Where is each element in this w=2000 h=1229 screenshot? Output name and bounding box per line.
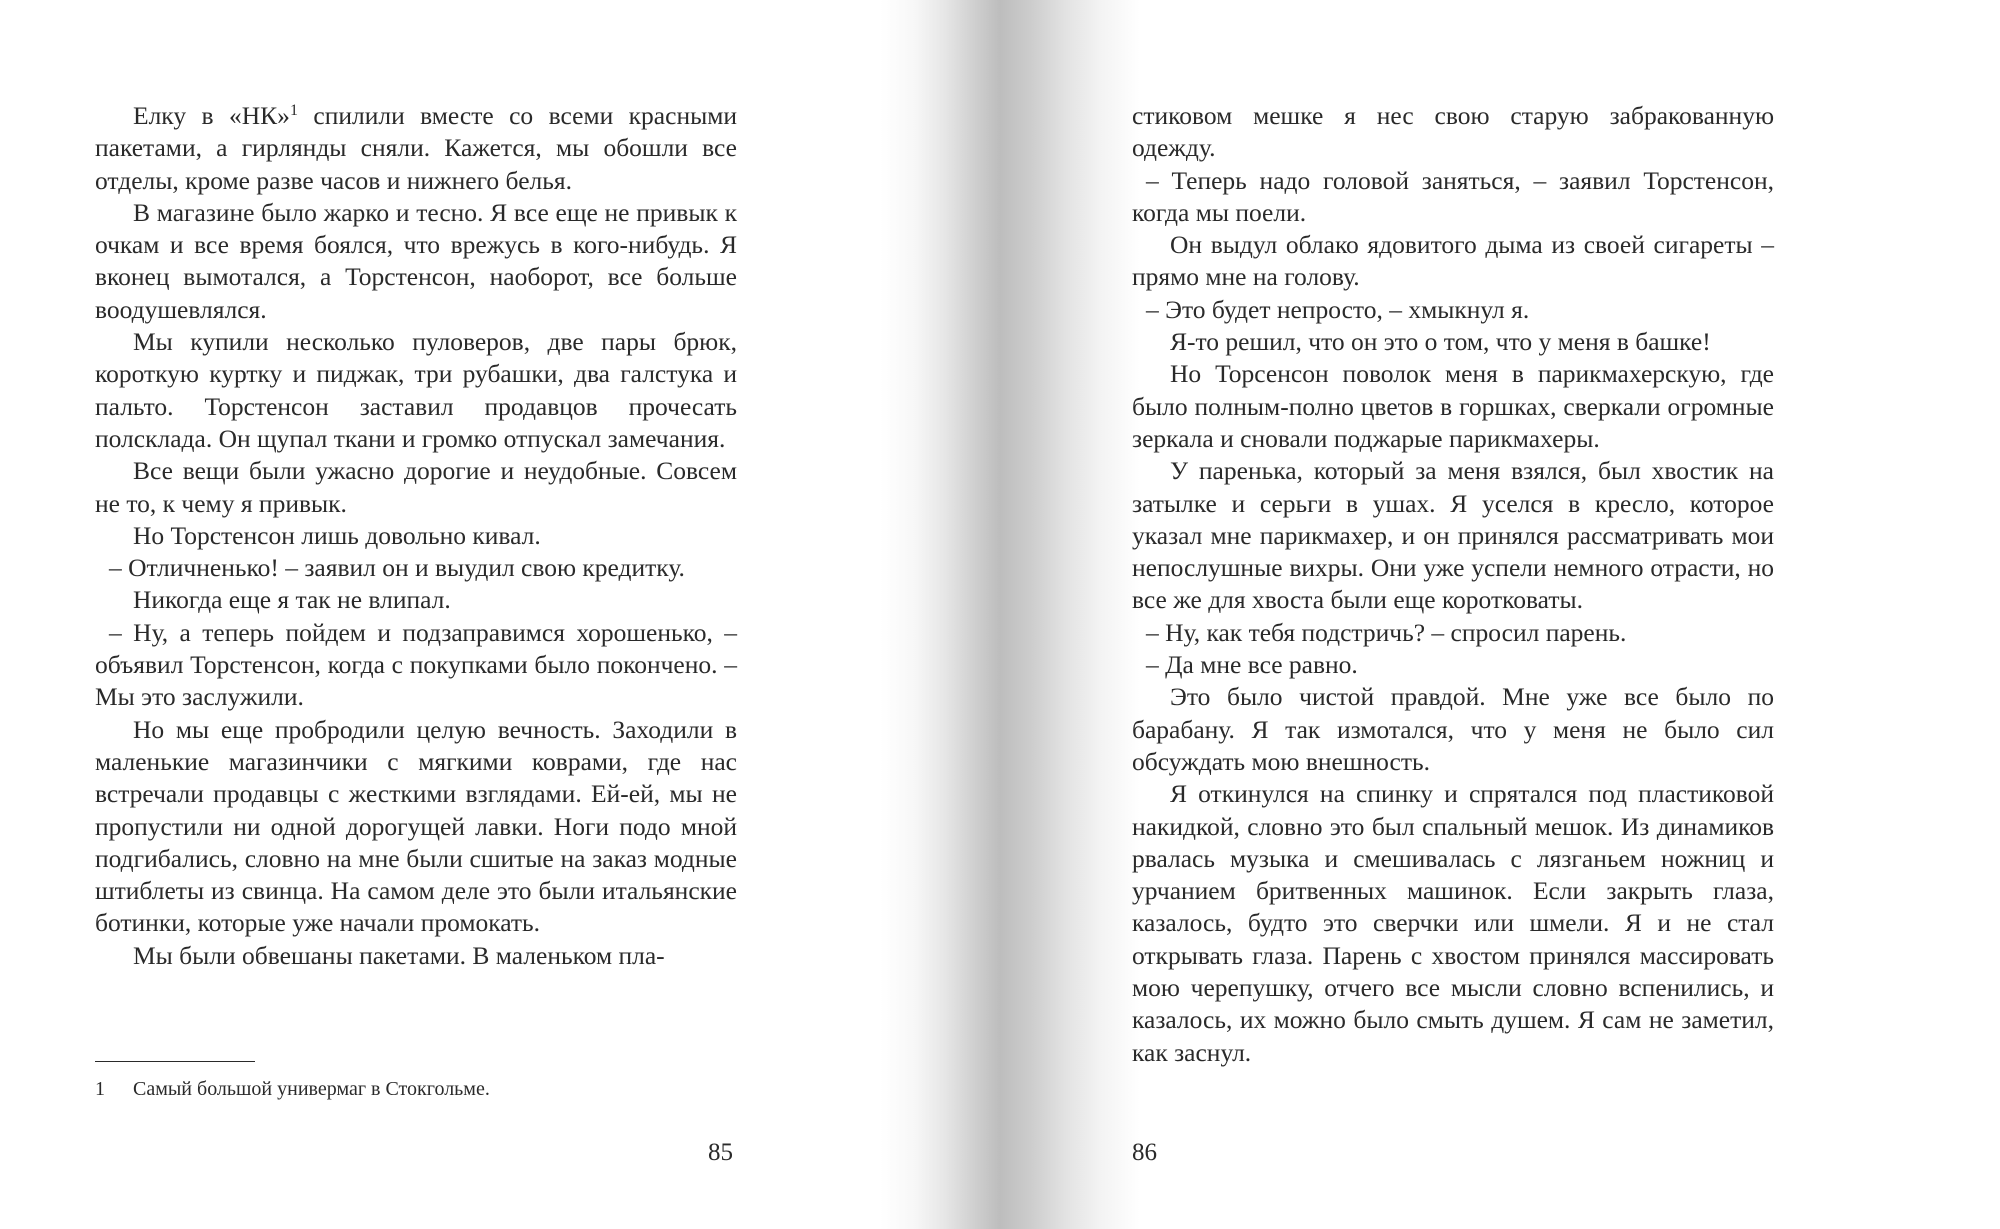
page-number-right: 86 [1132, 1139, 1157, 1166]
dialogue-line: – Да мне все равно. [1146, 650, 1358, 680]
paragraph [95, 100, 737, 197]
paragraph: Но Торстенсон лишь довольно кивал. [133, 520, 541, 550]
right-page-text [1132, 100, 1774, 1069]
paragraph: Я откинулся на спинку и спрятался под пластиковой накидкой, словно это был спальный мешок. Из динамиков рвалась музыка и смешивалась с лязганьем ножниц и урчанием бритвенных машинок. Если закрыть глаза, казалось, будто это сверчки или шмели. Я и не стал открывать глаза. Парень с хвостом принялся массировать мою черепушку, отчего все мысли словно вспенились, и казалось, их можно было смыть душем. Я сам не заметил, как заснул. [1132, 779, 1774, 1067]
paragraph: Все вещи были ужасно дорогие и неудобные. Совсем не то, к чему я привык. [95, 456, 737, 518]
paragraph: Это было чистой правдой. Мне уже все было по барабану. Я так измотался, что у меня не было сил обсуждать мою внешность. [1132, 682, 1774, 776]
footnote-divider [95, 1061, 255, 1062]
paragraph: Но Торсенсон поволок меня в парикмахерскую, где было полным-полно цветов в горшках, сверкали огромные зеркала и сновали поджарые парикмахеры. [1132, 359, 1774, 453]
paragraph-continuation: стиковом мешке я нес свою старую забракованную одежду. [1132, 101, 1774, 163]
paragraph: Мы были обвешаны пакетами. В маленьком пла- [133, 940, 665, 970]
footnote-text: Самый большой универмаг в Стокгольме. [133, 1078, 490, 1100]
dialogue-line: – Ну, а теперь пойдем и подзаправимся хорошенько, – объявил Торстенсон, когда с покупками было покончено. – Мы это заслужили. [95, 617, 737, 712]
footnote [95, 1075, 737, 1103]
paragraph: Я-то решил, что он это о том, что у меня в башке! [1170, 327, 1711, 357]
paragraph-text: спилили вместе со всеми красными пакетами, а гирлянды сняли. Кажется, мы обошли все отделы, кроме разве часов и нижнего белья. [95, 101, 738, 195]
paragraph: У паренька, который за меня взялся, был хвостик на затылке и серьги в ушах. Я уселся в кресло, которое указал мне парикмахер, и он принялся рассматривать мои непослушные вихры. Они уже успели немного отрасти, но все же для хвоста были еще коротковаты. [1132, 456, 1774, 615]
paragraph: Он выдул облако ядовитого дыма из своей сигареты – прямо мне на голову. [1132, 230, 1774, 292]
dialogue-line: – Теперь надо головой заняться, – заявил Торстенсон, когда мы поели. [1132, 165, 1774, 227]
paragraph: Но мы еще пробродили целую вечность. Заходили в маленькие магазинчики с мягкими коврами, где нас встречали продавцы с жесткими взглядами. Ей-ей, мы не пропустили ни одной дорогущей лавки. Ноги подо мной подгибались, словно на мне были сшитые на заказ модные штиблеты из свинца. На самом деле это были итальянские ботинки, которые уже начали промокать. [95, 714, 737, 938]
footnote-ref: 1 [289, 102, 298, 119]
paragraph: Мы купили несколько пуловеров, две пары брюк, короткую куртку и пиджак, три рубашки, два галстука и пальто. Торстенсон заставил продавцов прочесать полсклада. Он щупал ткани и громко отпускал замечания. [95, 327, 737, 453]
paragraph-text: Елку в «НК» [133, 101, 290, 130]
dialogue-line: – Это будет непросто, – хмыкнул я. [1146, 294, 1530, 324]
paragraph: Никогда еще я так не влипал. [133, 585, 451, 615]
left-page-text [95, 100, 737, 972]
dialogue-line: – Отличненько! – заявил он и выудил свою кредитку. [109, 553, 685, 583]
paragraph: В магазине было жарко и тесно. Я все еще не привык к очкам и все время боялся, что врежусь в кого-нибудь. Я вконец вымотался, а Торстенсон, наоборот, все больше воодушевлялся. [95, 197, 737, 324]
right-page [1000, 0, 2000, 1229]
page-number-left: 85 [708, 1139, 733, 1166]
footnote-number: 1 [95, 1078, 105, 1100]
dialogue-line: – Ну, как тебя подстричь? – спросил парень. [1146, 617, 1627, 647]
